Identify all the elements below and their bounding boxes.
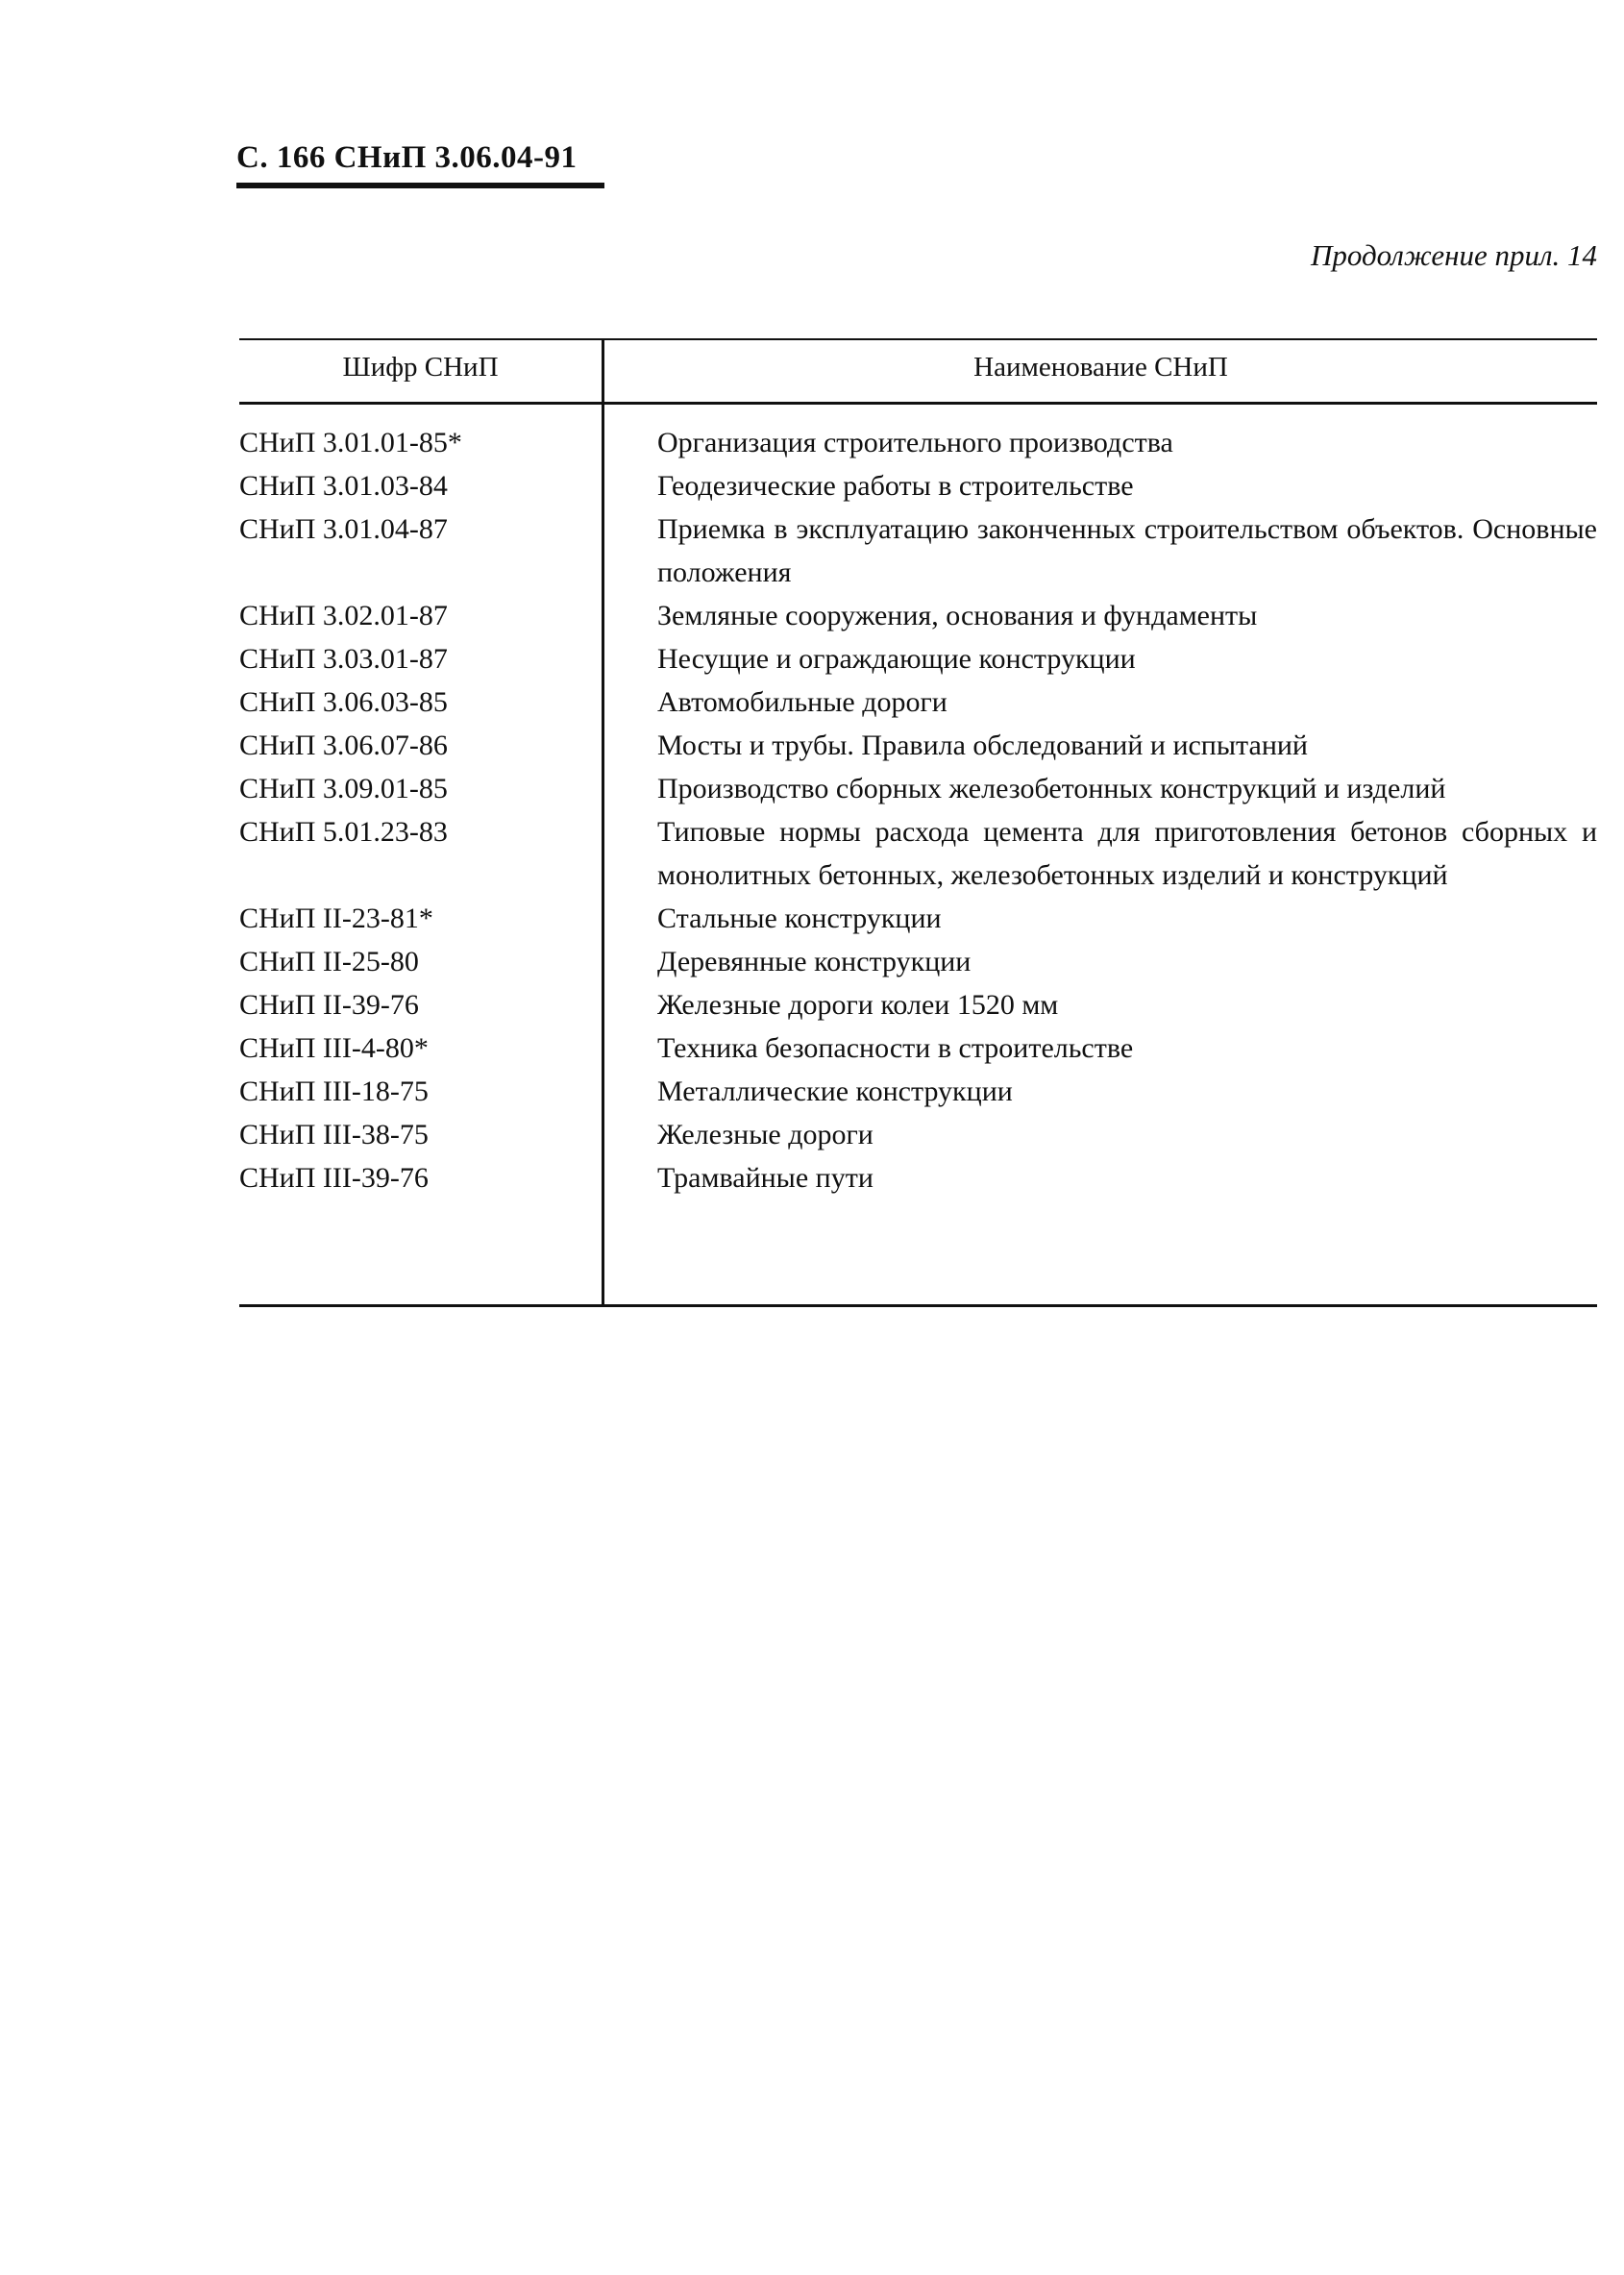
snip-name: Стальные конструкции [657,903,942,934]
table-row [239,421,1597,464]
snip-name: Автомобильные дороги [657,686,947,718]
snip-name: Металлические конструкции [657,1076,1013,1107]
snip-code: СНиП 3.06.03-85 [239,686,448,718]
snip-name: Деревянные конструкции [657,946,972,977]
snip-code: СНиП III-38-75 [239,1119,429,1150]
snip-code: СНиП 3.03.01-87 [239,643,448,675]
snip-name: Мосты и трубы. Правила обследований и испытаний [657,729,1308,761]
snip-name: Типовые нормы расхода цемента для приготовления бетонов сборных и монолитных бетонных, железобетонных изделий и конструкций [657,816,1597,891]
table-row [239,897,1597,940]
table-row [239,940,1597,983]
snip-table [239,338,1597,1309]
table-row [239,1070,1597,1113]
table-bottom-rule [239,1304,1597,1307]
snip-code: СНиП II-23-81* [239,903,433,934]
snip-name: Железные дороги [657,1119,874,1150]
snip-code: СНиП II-25-80 [239,946,419,977]
column-header-code: Шифр СНиП [342,352,499,383]
snip-code: СНиП 3.02.01-87 [239,600,448,631]
table-top-rule [239,338,1597,340]
page-header: С. 166 СНиП 3.06.04-91 [236,140,578,175]
table-row [239,507,1597,594]
snip-name: Техника безопасности в строительстве [657,1032,1134,1064]
snip-name: Трамвайные пути [657,1162,874,1194]
snip-code: СНиП III-39-76 [239,1162,429,1194]
snip-code: СНиП 3.01.03-84 [239,470,448,502]
table-row [239,983,1597,1026]
page-header-rule [236,183,604,188]
snip-code: СНиП 3.01.04-87 [239,513,448,545]
table-row [239,680,1597,724]
table-rows [239,421,1597,1199]
table-row [239,464,1597,507]
snip-name: Производство сборных железобетонных конструкций и изделий [657,773,1446,804]
table-row [239,1156,1597,1199]
snip-name: Приемка в эксплуатацию законченных строительством объектов. Основные положения [657,513,1597,588]
snip-code: СНиП 3.01.01-85* [239,427,462,458]
continuation-label: Продолжение прил. 14 [1311,238,1597,272]
snip-name: Железные дороги колеи 1520 мм [657,989,1059,1021]
table-row [239,810,1597,897]
snip-code: СНиП 3.06.07-86 [239,729,448,761]
table-row [239,637,1597,680]
table-row [239,594,1597,637]
table-row [239,767,1597,810]
snip-name: Организация строительного производства [657,427,1173,458]
snip-code: СНиП III-4-80* [239,1032,429,1064]
column-header-name: Наименование СНиП [973,352,1228,383]
snip-name: Земляные сооружения, основания и фундаменты [657,600,1258,631]
snip-name: Геодезические работы в строительстве [657,470,1134,502]
snip-code: СНиП 3.09.01-85 [239,773,448,804]
table-row [239,1113,1597,1156]
table-row [239,724,1597,767]
table-row [239,1026,1597,1070]
snip-name: Несущие и ограждающие конструкции [657,643,1136,675]
snip-code: СНиП III-18-75 [239,1076,429,1107]
snip-code: СНиП II-39-76 [239,989,419,1021]
table-header-rule [239,402,1597,405]
snip-code: СНиП 5.01.23-83 [239,816,448,848]
